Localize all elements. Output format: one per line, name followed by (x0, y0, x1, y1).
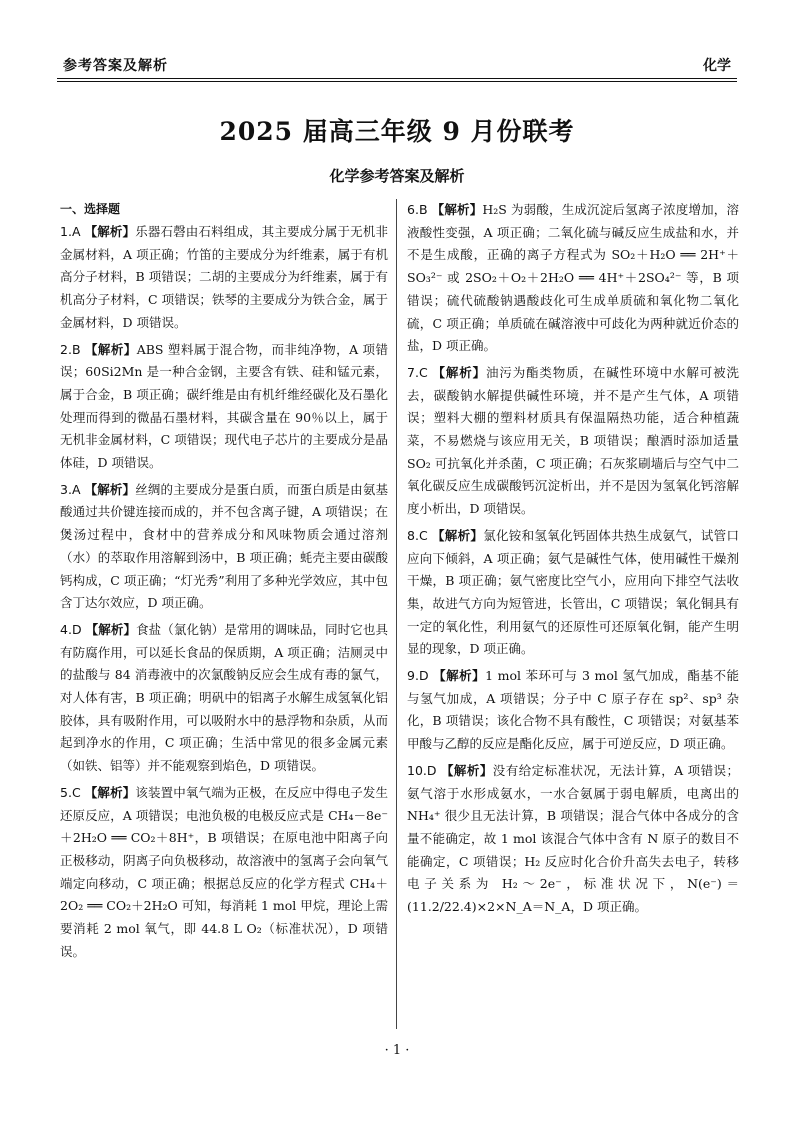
item-text: 氯化铵和氢氧化钙固体共热生成氨气，试管口应向下倾斜，A 项正确；氨气是碱性气体，使用碱性干燥剂干燥，B 项正确；氨气密度比空气小，应用向下排空气法收集，故进气方向为短管进，长管出，C 项错误；氧化铜具有一定的氧化性，利用氨气的还原性可还原氧化铜，能产生明显的现象，D 项正确。 (407, 527, 739, 657)
item-text: ABS 塑料属于混合物，而非纯净物，A 项错误；60Si2Mn 是一种合金钢，主要含有铁、硅和锰元素，属于合金，B 项正确；碳纤维是由有机纤维经碳化及石墨化处理而得到的微晶石墨材料，其碳含量在 90％以上，属于无机非金属材料，C 项错误；现代电子芯片的主要成分是晶体硅，D 项错误。 (60, 341, 388, 471)
item-answer: C (71, 784, 81, 800)
item-answer: B (418, 202, 428, 217)
left-column (60, 199, 388, 968)
answer-item-5 (60, 782, 388, 964)
section-heading: 一、选择题 (60, 202, 121, 216)
item-number: 5. (60, 784, 72, 800)
analysis-tag: 【解析】 (84, 341, 137, 357)
item-text: 油污为酯类物质，在碱性环境中水解可被洗去，碳酸钠水解提供碱性环境，并不是产生气体，A 项错误；塑料大棚的塑料材质具有保温隔热功能，适合种植蔬菜，不易燃烧与该应用无关，B 项错误；酿酒时添加适量 SO₂ 可抗氧化并杀菌，C 项正确；石灰浆刷墙后与空气中二氧化碳反应生成碳酸钙沉淀析出，并不是因为氢氧化钙溶解度小析出，D 项错误。 (407, 364, 739, 517)
header-rule-thin (57, 81, 737, 82)
header-subject: 化学 (703, 58, 731, 74)
item-answer: D (71, 621, 82, 637)
item-answer: D (426, 762, 437, 778)
item-answer: A (71, 224, 81, 239)
header-rule (57, 78, 737, 79)
item-number: 4. (60, 621, 72, 637)
page-subtitle: 化学参考答案及解析 (329, 167, 465, 185)
item-number: 3. (60, 481, 72, 497)
answer-item-8 (407, 525, 739, 661)
item-number: 10. (407, 762, 427, 778)
item-answer: B (71, 341, 81, 357)
item-answer: C (418, 527, 428, 543)
item-answer: A (71, 481, 81, 497)
item-text: 乐器石磬由石料组成，其主要成分属于无机非金属材料，A 项正确；竹笛的主要成分为纤维素，属于有机高分子材料，B 项错误；二胡的主要成分为纤维素，属于有机高分子材料，C 项错误；铁琴的主要成分为铁合金，属于金属材料，D 项错误。 (60, 224, 388, 330)
item-number: 6. (407, 202, 419, 217)
answer-item-2 (60, 339, 388, 475)
item-text: 1 mol 苯环可与 3 mol 氢气加成，酯基不能与氢气加成，A 项错误；分子中 C 原子存在 sp²、sp³ 杂化，B 项错误；该化合物不具有酸性，C 项错误；对氨基苯甲酸与乙醇的反应是酯化反应，属于可逆反应，D 项正确。 (407, 668, 739, 752)
answer-item-1 (60, 221, 388, 335)
answer-item-3 (60, 479, 388, 615)
item-number: 1. (60, 224, 72, 239)
analysis-tag: 【解析】 (84, 481, 136, 497)
item-text: 该装置中氧气端为正极，在反应中得电子发生还原反应，A 项错误；电池负极的电极反应式是 CH₄－8e⁻＋2H₂O ══ CO₂＋8H⁺，B 项错误；在原电池中阳离子向正极移动，阴离子向负极移动，故溶液中的氢离子会向氧气端定向移动，C 项正确；根据总反应的化学方程式 CH₄＋2O₂ ══ CO₂＋2H₂O 可知，每消耗 1 mol 甲烷，理论上需要消耗 2 mol 氧气，即 44.8 L O₂（标准状况），D 项错误。 (60, 784, 388, 959)
item-text: 丝绸的主要成分是蛋白质，而蛋白质是由氨基酸通过共价键连接而成的，并不包含离子键，A 项错误；在煲汤过程中，食材中的营养成分和风味物质会通过溶剂（水）的萃取作用溶解到汤中，B 项正确；蚝壳主要由碳酸钙构成，C 项正确；“灯光秀”利用了多种光学效应，其中包含丁达尔效应，D 项正确。 (60, 481, 388, 611)
analysis-tag: 【解析】 (85, 621, 137, 637)
answer-item-4 (60, 619, 388, 778)
item-text: 没有给定标准状况，无法计算，A 项错误；氨气溶于水形成氨水，一水合氨属于弱电解质，电离出的 NH₄⁺ 很少且无法计算，B 项错误；混合气体中各成分的含量不能确定，故 1 mol 该混合气体中含有 N 原子的数目不能确定，C 项错误；H₂ 反应时化合价升高失去电子，转移电子关系为 H₂～2e⁻，标准状况下，N(e⁻)＝(11.2/22.4)×2×N_A＝N_A，D 项正确。 (407, 762, 739, 915)
item-number: 7. (407, 364, 419, 380)
column-divider (396, 199, 397, 1029)
item-text: H₂S 为弱酸，生成沉淀后氢离子浓度增加，溶液酸性变强，A 项正确；二氧化硫与碱反应生成盐和水，并不是生成酸，正确的离子方程式为 SO₂＋H₂O ══ 2H⁺＋SO₃²⁻ 或 2SO₂＋O₂＋2H₂O ══ 4H⁺＋2SO₄²⁻ 等，B 项错误；硫代硫酸钠遇酸歧化可生成单质硫和氧化物二氧化硫，C 项正确；单质硫在碱溶液中可歧化为两种就近价态的盐，D 项正确。 (407, 202, 739, 354)
analysis-tag: 【解析】 (431, 527, 484, 543)
analysis-tag: 【解析】 (432, 364, 486, 380)
analysis-tag: 【解析】 (84, 224, 136, 239)
item-answer: C (418, 364, 428, 380)
analysis-tag: 【解析】 (433, 668, 486, 684)
page-title: 2025 届高三年级 9 月份联考 (219, 117, 575, 146)
answer-item-10 (407, 760, 739, 919)
answer-item-9 (407, 665, 739, 756)
item-text: 食盐（氯化钠）是常用的调味品，同时它也具有防腐作用，可以延长食品的保质期，A 项正确；洁厕灵中的盐酸与 84 消毒液中的次氯酸钠反应会生成有毒的氯气，对人体有害，B 项正确；明矾中的铝离子水解生成氢氧化铝胶体，具有吸附作用，可以吸附水中的悬浮物和杂质，从而起到净水的作用，C 项正确；生活中常见的很多金属元素（如铁、铝等）并不能观察到焰色，D 项错误。 (60, 621, 388, 774)
item-number: 9. (407, 668, 419, 684)
item-answer: D (418, 668, 429, 684)
right-column (407, 199, 739, 923)
analysis-tag: 【解析】 (84, 784, 136, 800)
item-number: 8. (407, 527, 419, 543)
analysis-tag: 【解析】 (431, 202, 483, 217)
item-number: 2. (60, 341, 72, 357)
header-left-label: 参考答案及解析 (63, 58, 168, 74)
answer-item-6 (407, 199, 739, 358)
page-header (57, 55, 737, 79)
analysis-tag: 【解析】 (440, 762, 493, 778)
page-number: · 1 · (384, 1043, 410, 1058)
answer-item-7 (407, 362, 739, 521)
